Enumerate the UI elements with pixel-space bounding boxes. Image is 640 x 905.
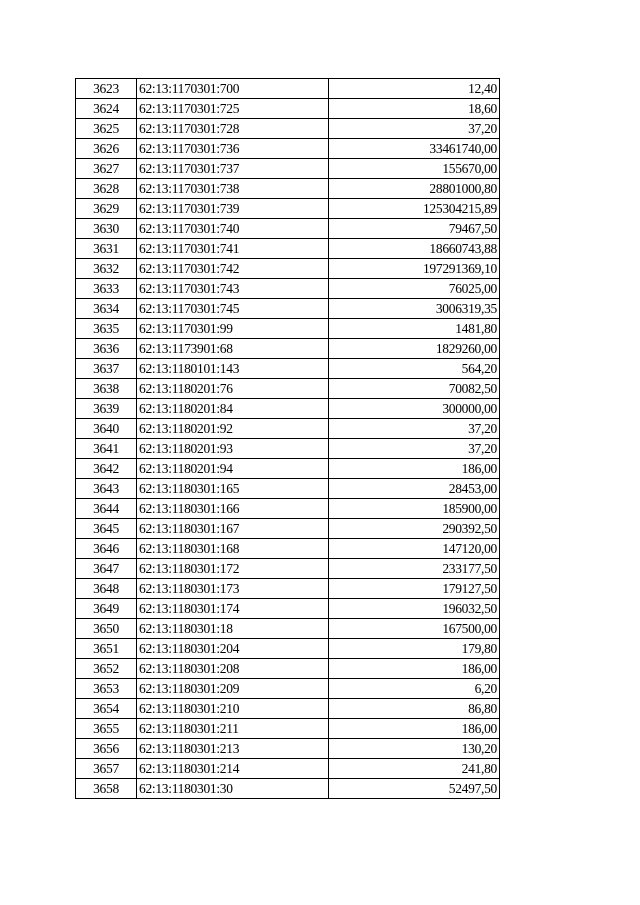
table-row	[76, 619, 500, 639]
table-row	[76, 779, 500, 799]
row-number-cell: 3637	[76, 359, 137, 379]
cadastral-number-cell: 62:13:1180301:30	[137, 779, 329, 799]
row-number-cell: 3628	[76, 179, 137, 199]
value-cell: 196032,50	[329, 599, 500, 619]
row-number-cell: 3625	[76, 119, 137, 139]
table-row	[76, 459, 500, 479]
table-row	[76, 739, 500, 759]
cadastral-number-cell: 62:13:1180301:211	[137, 719, 329, 739]
cadastral-number-cell: 62:13:1180201:94	[137, 459, 329, 479]
row-number-cell: 3653	[76, 679, 137, 699]
row-number-cell: 3624	[76, 99, 137, 119]
cadastral-number-cell: 62:13:1170301:742	[137, 259, 329, 279]
row-number-cell: 3649	[76, 599, 137, 619]
row-number-cell: 3648	[76, 579, 137, 599]
cadastral-number-cell: 62:13:1180301:210	[137, 699, 329, 719]
table-row	[76, 579, 500, 599]
table-row	[76, 119, 500, 139]
value-cell: 86,80	[329, 699, 500, 719]
row-number-cell: 3641	[76, 439, 137, 459]
row-number-cell: 3629	[76, 199, 137, 219]
table-row	[76, 219, 500, 239]
value-cell: 179127,50	[329, 579, 500, 599]
cadastral-number-cell: 62:13:1170301:736	[137, 139, 329, 159]
value-cell: 28801000,80	[329, 179, 500, 199]
row-number-cell: 3642	[76, 459, 137, 479]
row-number-cell: 3651	[76, 639, 137, 659]
cadastral-number-cell: 62:13:1180301:18	[137, 619, 329, 639]
row-number-cell: 3654	[76, 699, 137, 719]
table-row	[76, 479, 500, 499]
cadastral-number-cell: 62:13:1170301:740	[137, 219, 329, 239]
value-cell: 37,20	[329, 439, 500, 459]
row-number-cell: 3633	[76, 279, 137, 299]
table-row	[76, 199, 500, 219]
table-row	[76, 79, 500, 99]
value-cell: 3006319,35	[329, 299, 500, 319]
cadastral-number-cell: 62:13:1170301:739	[137, 199, 329, 219]
cadastral-number-cell: 62:13:1170301:737	[137, 159, 329, 179]
value-cell: 125304215,89	[329, 199, 500, 219]
table-row	[76, 139, 500, 159]
table-body	[76, 79, 500, 799]
table-row	[76, 339, 500, 359]
table-row	[76, 279, 500, 299]
value-cell: 37,20	[329, 419, 500, 439]
cadastral-number-cell: 62:13:1180201:93	[137, 439, 329, 459]
row-number-cell: 3626	[76, 139, 137, 159]
value-cell: 37,20	[329, 119, 500, 139]
cadastral-number-cell: 62:13:1180301:168	[137, 539, 329, 559]
cadastral-number-cell: 62:13:1170301:725	[137, 99, 329, 119]
table-row	[76, 179, 500, 199]
table-row	[76, 599, 500, 619]
cadastral-number-cell: 62:13:1170301:745	[137, 299, 329, 319]
cadastral-number-cell: 62:13:1170301:738	[137, 179, 329, 199]
row-number-cell: 3640	[76, 419, 137, 439]
table-row	[76, 679, 500, 699]
value-cell: 564,20	[329, 359, 500, 379]
value-cell: 52497,50	[329, 779, 500, 799]
table-row	[76, 559, 500, 579]
cadastral-number-cell: 62:13:1170301:99	[137, 319, 329, 339]
cadastral-number-cell: 62:13:1180301:213	[137, 739, 329, 759]
row-number-cell: 3650	[76, 619, 137, 639]
value-cell: 290392,50	[329, 519, 500, 539]
table-row	[76, 499, 500, 519]
cadastral-value-table	[75, 78, 500, 799]
table-row	[76, 399, 500, 419]
value-cell: 186,00	[329, 659, 500, 679]
value-cell: 130,20	[329, 739, 500, 759]
cadastral-number-cell: 62:13:1180201:84	[137, 399, 329, 419]
row-number-cell: 3657	[76, 759, 137, 779]
table-row	[76, 419, 500, 439]
cadastral-number-cell: 62:13:1180201:92	[137, 419, 329, 439]
value-cell: 147120,00	[329, 539, 500, 559]
row-number-cell: 3634	[76, 299, 137, 319]
cadastral-number-cell: 62:13:1180301:209	[137, 679, 329, 699]
value-cell: 167500,00	[329, 619, 500, 639]
table-row	[76, 759, 500, 779]
table-row	[76, 359, 500, 379]
row-number-cell: 3632	[76, 259, 137, 279]
cadastral-number-cell: 62:13:1180301:204	[137, 639, 329, 659]
value-cell: 233177,50	[329, 559, 500, 579]
value-cell: 12,40	[329, 79, 500, 99]
cadastral-number-cell: 62:13:1170301:728	[137, 119, 329, 139]
table-row	[76, 639, 500, 659]
row-number-cell: 3645	[76, 519, 137, 539]
row-number-cell: 3638	[76, 379, 137, 399]
table-row	[76, 719, 500, 739]
value-cell: 70082,50	[329, 379, 500, 399]
value-cell: 185900,00	[329, 499, 500, 519]
cadastral-number-cell: 62:13:1180301:167	[137, 519, 329, 539]
value-cell: 79467,50	[329, 219, 500, 239]
cadastral-number-cell: 62:13:1180301:208	[137, 659, 329, 679]
row-number-cell: 3627	[76, 159, 137, 179]
table-row	[76, 539, 500, 559]
value-cell: 18,60	[329, 99, 500, 119]
row-number-cell: 3644	[76, 499, 137, 519]
value-cell: 76025,00	[329, 279, 500, 299]
value-cell: 300000,00	[329, 399, 500, 419]
table-row	[76, 299, 500, 319]
row-number-cell: 3635	[76, 319, 137, 339]
value-cell: 186,00	[329, 459, 500, 479]
value-cell: 18660743,88	[329, 239, 500, 259]
cadastral-number-cell: 62:13:1180301:214	[137, 759, 329, 779]
value-cell: 197291369,10	[329, 259, 500, 279]
table-row	[76, 439, 500, 459]
table-row	[76, 259, 500, 279]
row-number-cell: 3646	[76, 539, 137, 559]
row-number-cell: 3643	[76, 479, 137, 499]
cadastral-number-cell: 62:13:1180301:173	[137, 579, 329, 599]
value-cell: 179,80	[329, 639, 500, 659]
row-number-cell: 3630	[76, 219, 137, 239]
table-row	[76, 239, 500, 259]
row-number-cell: 3636	[76, 339, 137, 359]
value-cell: 28453,00	[329, 479, 500, 499]
value-cell: 1829260,00	[329, 339, 500, 359]
table-row	[76, 159, 500, 179]
cadastral-number-cell: 62:13:1173901:68	[137, 339, 329, 359]
cadastral-number-cell: 62:13:1180301:172	[137, 559, 329, 579]
value-cell: 241,80	[329, 759, 500, 779]
table-row	[76, 379, 500, 399]
row-number-cell: 3652	[76, 659, 137, 679]
value-cell: 33461740,00	[329, 139, 500, 159]
row-number-cell: 3623	[76, 79, 137, 99]
row-number-cell: 3658	[76, 779, 137, 799]
row-number-cell: 3656	[76, 739, 137, 759]
row-number-cell: 3639	[76, 399, 137, 419]
cadastral-number-cell: 62:13:1180101:143	[137, 359, 329, 379]
cadastral-number-cell: 62:13:1170301:700	[137, 79, 329, 99]
value-cell: 6,20	[329, 679, 500, 699]
table-row	[76, 99, 500, 119]
value-cell: 155670,00	[329, 159, 500, 179]
value-cell: 1481,80	[329, 319, 500, 339]
value-cell: 186,00	[329, 719, 500, 739]
table-row	[76, 699, 500, 719]
row-number-cell: 3655	[76, 719, 137, 739]
cadastral-number-cell: 62:13:1180301:166	[137, 499, 329, 519]
cadastral-number-cell: 62:13:1170301:743	[137, 279, 329, 299]
row-number-cell: 3647	[76, 559, 137, 579]
table-row	[76, 659, 500, 679]
cadastral-number-cell: 62:13:1180301:165	[137, 479, 329, 499]
table-row	[76, 519, 500, 539]
cadastral-number-cell: 62:13:1180301:174	[137, 599, 329, 619]
row-number-cell: 3631	[76, 239, 137, 259]
cadastral-number-cell: 62:13:1180201:76	[137, 379, 329, 399]
cadastral-number-cell: 62:13:1170301:741	[137, 239, 329, 259]
table-row	[76, 319, 500, 339]
